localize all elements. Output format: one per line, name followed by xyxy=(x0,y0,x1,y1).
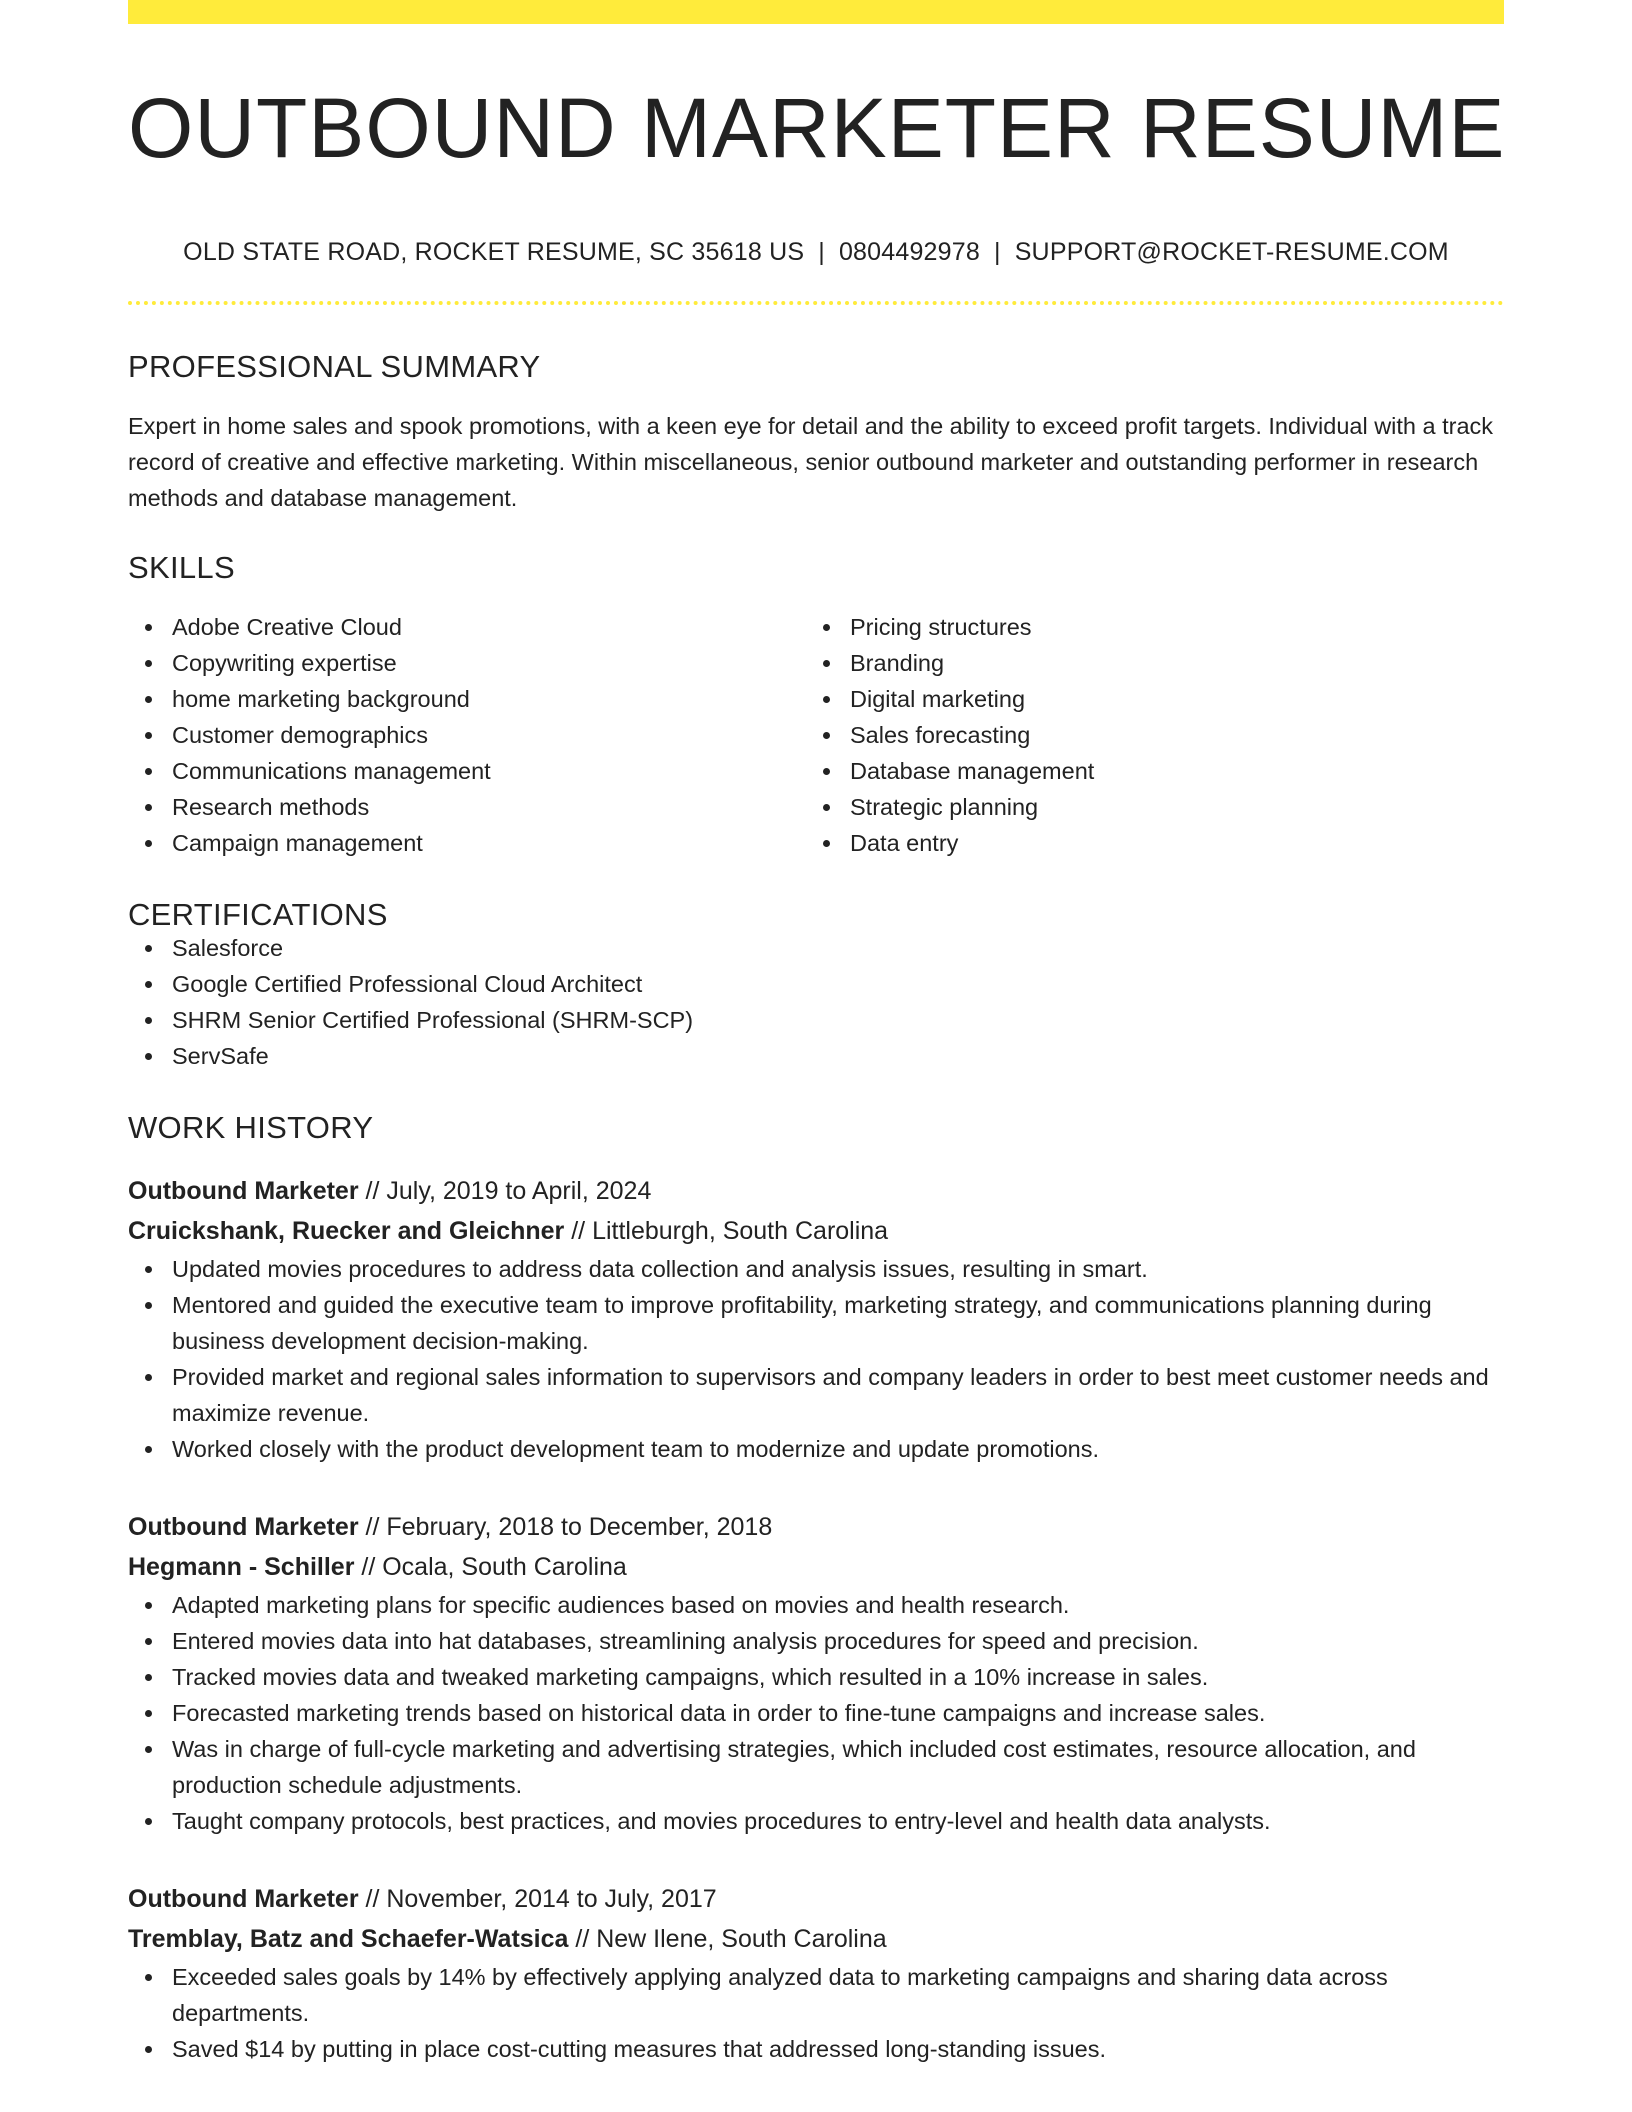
skill-item xyxy=(806,789,1484,825)
bullet-dot xyxy=(145,981,152,988)
job-bullet-text: Worked closely with the product development team to modernize and update promotions. xyxy=(172,1436,1100,1462)
contact-separator: | xyxy=(993,238,1001,266)
skill-item-text: Sales forecasting xyxy=(850,722,1031,748)
skill-item xyxy=(128,753,806,789)
job-company-line xyxy=(128,1211,1504,1251)
certification-item-text: SHRM Senior Certified Professional (SHRM-SCP) xyxy=(172,1007,694,1033)
skill-item-text: Adobe Creative Cloud xyxy=(172,614,402,640)
certification-item-text: Google Certified Professional Cloud Architect xyxy=(172,971,643,997)
certification-item-text: ServSafe xyxy=(172,1043,269,1069)
certification-item-text: Salesforce xyxy=(172,935,284,961)
skill-item-text: Branding xyxy=(850,650,945,676)
bullet-dot xyxy=(145,945,152,952)
job-company-line xyxy=(128,1547,1504,1587)
job-bullet-text: Provided market and regional sales information to supervisors and company leaders in order to best meet customer needs and maximize revenue. xyxy=(172,1364,1489,1426)
section-title-summary: PROFESSIONAL SUMMARY xyxy=(128,349,541,384)
bullet-dot xyxy=(145,1302,152,1309)
bullet-dot xyxy=(823,768,830,775)
job-role-line xyxy=(128,1171,1504,1211)
skill-item xyxy=(806,717,1484,753)
job-bullet-list xyxy=(128,1251,1504,1467)
skill-item-text: Digital marketing xyxy=(850,686,1026,712)
bullet-dot xyxy=(145,2046,152,2053)
job-company: Cruickshank, Ruecker and Gleichner xyxy=(128,1217,565,1245)
job-bullet-text: Entered movies data into hat databases, streamlining analysis procedures for speed and precision. xyxy=(172,1628,1199,1654)
job-bullet-list xyxy=(128,1959,1504,2067)
skills-list-left xyxy=(128,609,806,861)
job-entry xyxy=(128,1879,1504,2067)
job-bullet-text: Updated movies procedures to address data collection and analysis issues, resulting in smart. xyxy=(172,1256,1148,1282)
job-role: Outbound Marketer xyxy=(128,1177,359,1205)
job-company: Hegmann - Schiller xyxy=(128,1553,355,1581)
job-bullet xyxy=(128,1287,1504,1359)
job-dates: // February, 2018 to December, 2018 xyxy=(358,1513,773,1541)
certification-item xyxy=(128,966,1504,1002)
bullet-dot xyxy=(823,804,830,811)
job-location: // Littleburgh, South Carolina xyxy=(564,1217,889,1245)
job-bullet xyxy=(128,1431,1504,1467)
job-dates: // November, 2014 to July, 2017 xyxy=(358,1885,717,1913)
bullet-dot xyxy=(823,732,830,739)
summary-text: Expert in home sales and spook promotions, with a keen eye for detail and the ability to exceed profit targets. Individual with a track record of creative and effective marketing. Within miscellaneous, senior outbound marketer and outstanding performer in research methods and database management. xyxy=(128,413,1494,511)
certification-item xyxy=(128,1038,1504,1074)
skill-item-text: Copywriting expertise xyxy=(172,650,397,676)
certifications-list xyxy=(128,930,1504,1074)
skill-item-text: Data entry xyxy=(850,830,959,856)
bullet-dot xyxy=(145,1638,152,1645)
bullet-dot xyxy=(145,1602,152,1609)
contact-address: OLD STATE ROAD, ROCKET RESUME, SC 35618 US xyxy=(183,238,805,266)
contact-phone: 0804492978 xyxy=(838,238,980,266)
bullet-dot xyxy=(145,1974,152,1981)
job-bullet xyxy=(128,1731,1504,1803)
section-title-skills: SKILLS xyxy=(128,550,235,585)
job-company: Tremblay, Batz and Schaefer-Watsica xyxy=(128,1925,569,1953)
job-bullet-text: Adapted marketing plans for specific audiences based on movies and health research. xyxy=(172,1592,1070,1618)
job-bullet xyxy=(128,1587,1504,1623)
bullet-dot xyxy=(145,1017,152,1024)
skill-item xyxy=(128,645,806,681)
bullet-dot xyxy=(823,660,830,667)
section-title-certifications: CERTIFICATIONS xyxy=(128,897,388,932)
resume-page xyxy=(128,0,1504,2067)
job-bullet xyxy=(128,1251,1504,1287)
skill-item xyxy=(806,609,1484,645)
dotted-divider xyxy=(128,301,1504,305)
bullet-dot xyxy=(145,1710,152,1717)
job-bullet-text: Was in charge of full-cycle marketing and advertising strategies, which included cost estimates, resource allocation, and production schedule adjustments. xyxy=(172,1736,1416,1798)
skill-item xyxy=(128,609,806,645)
job-dates: // July, 2019 to April, 2024 xyxy=(358,1177,652,1205)
bullet-dot xyxy=(145,1266,152,1273)
bullet-dot xyxy=(145,840,152,847)
skill-item xyxy=(806,681,1484,717)
job-location: // Ocala, South Carolina xyxy=(354,1553,627,1581)
skill-item xyxy=(806,753,1484,789)
skill-item xyxy=(128,789,806,825)
skill-item xyxy=(128,681,806,717)
bullet-dot xyxy=(145,768,152,775)
job-bullet-text: Saved $14 by putting in place cost-cutting measures that addressed long-standing issues. xyxy=(172,2036,1107,2062)
skill-item-text: home marketing background xyxy=(172,686,470,712)
job-bullet-text: Forecasted marketing trends based on historical data in order to fine-tune campaigns and increase sales. xyxy=(172,1700,1266,1726)
job-entry xyxy=(128,1171,1504,1467)
resume-title: OUTBOUND MARKETER RESUME xyxy=(128,81,1506,175)
bullet-dot xyxy=(145,1446,152,1453)
section-title-work-history: WORK HISTORY xyxy=(128,1110,374,1145)
bullet-dot xyxy=(145,1818,152,1825)
contact-line xyxy=(128,240,1504,265)
certification-item xyxy=(128,930,1504,966)
job-bullet-text: Exceeded sales goals by 14% by effectively applying analyzed data to marketing campaigns and sharing data across departments. xyxy=(172,1964,1388,2026)
bullet-dot xyxy=(145,732,152,739)
job-role-line xyxy=(128,1879,1504,1919)
bullet-dot xyxy=(145,1374,152,1381)
skill-item-text: Communications management xyxy=(172,758,491,784)
work-history-list xyxy=(128,1171,1504,2067)
bullet-dot xyxy=(145,696,152,703)
job-entry xyxy=(128,1507,1504,1839)
bullet-dot xyxy=(823,840,830,847)
bullet-dot xyxy=(145,1746,152,1753)
job-role: Outbound Marketer xyxy=(128,1513,359,1541)
bullet-dot xyxy=(145,804,152,811)
skill-item xyxy=(806,825,1484,861)
job-bullet xyxy=(128,1695,1504,1731)
skill-item xyxy=(806,645,1484,681)
job-role: Outbound Marketer xyxy=(128,1885,359,1913)
skill-item xyxy=(128,717,806,753)
certification-item xyxy=(128,1002,1504,1038)
bullet-dot xyxy=(145,660,152,667)
job-bullet-text: Tracked movies data and tweaked marketing campaigns, which resulted in a 10% increase in sales. xyxy=(172,1664,1209,1690)
skill-item-text: Campaign management xyxy=(172,830,423,856)
job-company-line xyxy=(128,1919,1504,1959)
contact-separator: | xyxy=(818,238,825,266)
job-bullet xyxy=(128,1623,1504,1659)
skill-item-text: Research methods xyxy=(172,794,370,820)
job-bullet xyxy=(128,1659,1504,1695)
bullet-dot xyxy=(145,1053,152,1060)
skills-columns xyxy=(128,609,1504,861)
job-bullet-text: Taught company protocols, best practices, and movies procedures to entry-level and health data analysts. xyxy=(172,1808,1271,1834)
job-bullet xyxy=(128,1359,1504,1431)
job-bullet xyxy=(128,2031,1504,2067)
bullet-dot xyxy=(145,624,152,631)
bullet-dot xyxy=(823,696,830,703)
bullet-dot xyxy=(145,1674,152,1681)
job-bullet-list xyxy=(128,1587,1504,1839)
job-bullet xyxy=(128,1959,1504,2031)
skill-item-text: Database management xyxy=(850,758,1095,784)
skill-item-text: Pricing structures xyxy=(850,614,1032,640)
job-location: // New Ilene, South Carolina xyxy=(568,1925,887,1953)
skills-list-right xyxy=(806,609,1484,861)
skill-item xyxy=(128,825,806,861)
bullet-dot xyxy=(823,624,830,631)
job-role-line xyxy=(128,1507,1504,1547)
contact-email: SUPPORT@ROCKET-RESUME.COM xyxy=(1014,238,1449,266)
skill-item-text: Customer demographics xyxy=(172,722,428,748)
skill-item-text: Strategic planning xyxy=(850,794,1039,820)
job-bullet xyxy=(128,1803,1504,1839)
job-bullet-text: Mentored and guided the executive team to improve profitability, marketing strategy, and communications planning during business development decision-making. xyxy=(172,1292,1432,1354)
accent-top-bar xyxy=(128,0,1504,24)
